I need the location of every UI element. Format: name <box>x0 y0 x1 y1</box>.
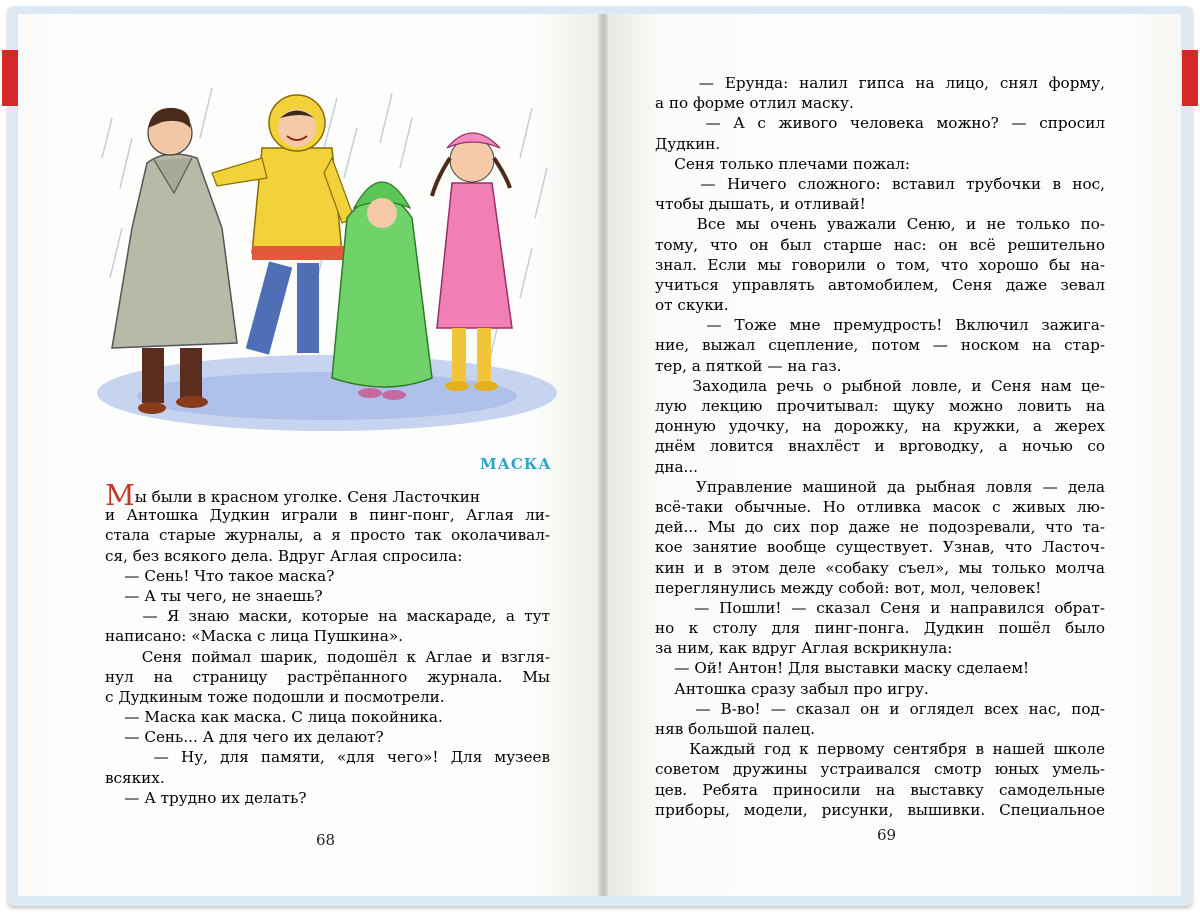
text-line: и Антошка Дудкин играли в пинг-понг, Аглая ли- <box>105 506 550 525</box>
text-line: учиться управлять автомобилем, Сеня даже зевал <box>655 275 1105 294</box>
text-line: — А ты чего, не знаешь? <box>105 586 323 605</box>
text-line: — Тоже мне премудрость! Включил зажига- <box>655 316 1105 335</box>
text-line: — А с живого человека можно? — спросил <box>655 114 1105 133</box>
text-line: — В-во! — сказал он и оглядел всех нас, под- <box>655 699 1105 718</box>
text-line: дей... Мы до сих пор даже не подозревали, что та- <box>655 518 1105 537</box>
text-line: написано: «Маска с лица Пушкина». <box>105 627 403 646</box>
left-page-text <box>105 478 550 808</box>
text-line: Все мы очень уважали Сеню, и не только по- <box>655 215 1105 234</box>
text-line: — Сень! Что такое маска? <box>105 566 335 585</box>
bookmark-tab-left <box>2 50 18 106</box>
text-line <box>105 478 550 512</box>
text-line: лую лекцию прочитывал: щуку можно ловить на <box>655 397 1105 415</box>
right-page-text <box>655 73 1105 820</box>
text-line: няв большой палец. <box>655 720 815 738</box>
text-line: кин и в этом деле «собаку съел», мы только молча <box>655 558 1105 577</box>
text-line: за ним, как вдруг Аглая вскрикнула: <box>655 639 953 658</box>
text-line: — Я знаю маски, которые на маскараде, а тут <box>105 607 550 626</box>
text-line: всё-таки обычные. Но отливка масок с живых лю- <box>655 497 1105 516</box>
illustration-children-in-rain <box>92 78 562 448</box>
text-line: тому, что он был старше нас: он всё решительно <box>655 235 1105 254</box>
text-line: Заходила речь о рыбной ловле, и Сеня нам це- <box>655 376 1105 395</box>
chapter-heading: МАСКА <box>480 455 552 473</box>
text-line: дна... <box>655 457 699 476</box>
text-line: днём ловится внахлёст и вproводку, а ночью со <box>655 437 1105 456</box>
text-line: но к столу для пинг-понга. Дудкин пошёл было <box>655 619 1105 638</box>
text-line: переглянулись между собой: вот, мол, человек! <box>655 578 1042 597</box>
text-line: — Ничего сложного: вставил трубочки в нос, <box>655 174 1105 193</box>
first-line-text: ы были в красном уголке. Сеня Ласточкин <box>134 488 481 506</box>
text-line: с Дудкиным тоже подошли и посмотрели. <box>105 687 445 706</box>
bookmark-tab-right <box>1182 50 1198 106</box>
text-line: нул на страницу растрёпанного журнала. Мы <box>105 667 550 686</box>
text-line: Управление машиной да рыбная ловля — дела <box>655 477 1105 496</box>
text-line: стала старые журналы, а я просто так околачивал- <box>105 526 550 545</box>
text-line: Дудкин. <box>655 134 721 153</box>
text-line: — Ерунда: налил гипса на лицо, снял форму, <box>655 74 1105 92</box>
text-line: советом дружины устраивался смотр юных умель- <box>655 760 1105 779</box>
text-line: Сеня поймал шарик, подошёл к Аглае и взгля- <box>105 647 550 666</box>
text-line: приборы, модели, рисунки, вышивки. Специальное <box>655 800 1105 819</box>
drop-cap: М <box>105 478 135 512</box>
page-number-right: 69 <box>877 826 897 844</box>
text-line: а по форме отлил маску. <box>655 94 854 113</box>
text-line: — Ну, для памяти, «для чего»! Для музеев <box>105 748 550 767</box>
text-line: — А трудно их делать? <box>105 788 307 807</box>
text-line: — Ой! Антон! Для выставки маску сделаем! <box>655 659 1030 678</box>
text-line: Каждый год к первому сентября в нашей школе <box>655 740 1105 759</box>
girl-pink-raincoat <box>432 133 512 391</box>
text-line: от скуки. <box>655 296 729 315</box>
text-line: цев. Ребята приносили на выставку самодельные <box>655 780 1105 799</box>
text-line: Антошка сразу забыл про игру. <box>655 679 929 698</box>
text-line: донную удочку, на дорожку, на кружки, а жерех <box>655 417 1105 436</box>
text-line: ся, без всякого дела. Вдруг Аглая спросила: <box>105 546 463 565</box>
book-spine <box>598 14 608 896</box>
text-line: Сеня только плечами пожал: <box>655 154 911 173</box>
text-line: ние, выжал сцепление, потом — носком на стар- <box>655 336 1105 355</box>
text-line: чтобы дышать, и отливай! <box>655 195 866 214</box>
text-line: кое занятие вообще существует. Узнав, что Ласточ- <box>655 538 1105 557</box>
text-line: знал. Если мы говорили о том, что хорошо бы на- <box>655 255 1105 274</box>
text-line: тер, а пяткой — на газ. <box>655 356 842 375</box>
text-line: — Пошли! — сказал Сеня и направился обрат- <box>655 598 1105 617</box>
page-number-left: 68 <box>316 831 336 849</box>
text-line: — Сень... А для чего их делают? <box>105 728 384 747</box>
text-line: — Маска как маска. С лица покойника. <box>105 708 443 727</box>
text-line: всяких. <box>105 768 165 787</box>
